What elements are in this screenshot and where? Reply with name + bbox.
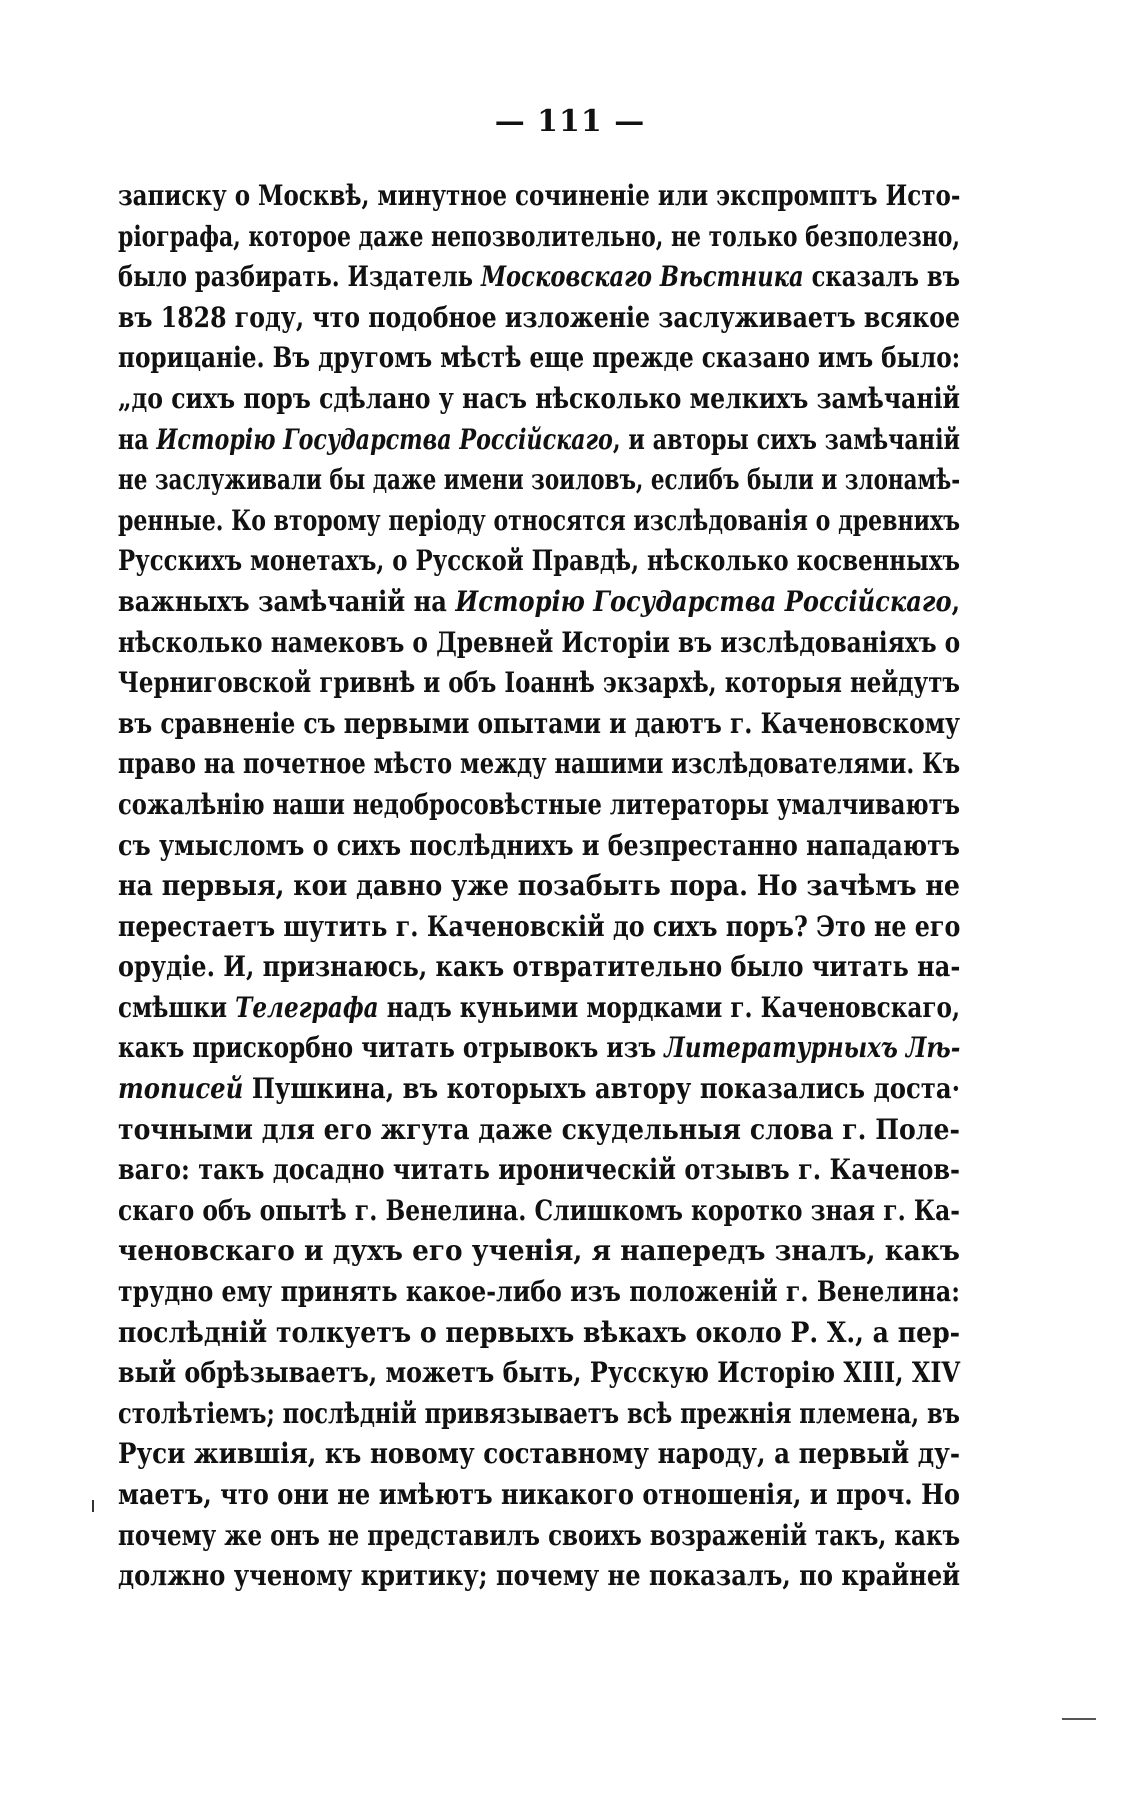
text-segment: въ 1828 году, что подобное изложеніе заслуживаетъ всякое bbox=[118, 300, 960, 334]
text-line bbox=[118, 785, 960, 826]
text-segment: столѣтіемъ; послѣдній привязываетъ всѣ прежнія племена, въ bbox=[118, 1396, 960, 1430]
text-line bbox=[118, 501, 960, 542]
text-line bbox=[118, 744, 960, 785]
text-segment: порицаніе. Въ другомъ мѣстѣ еще прежде сказано имъ было: bbox=[118, 341, 961, 375]
corner-dash bbox=[1062, 1718, 1096, 1720]
text-segment: маетъ, что они не имѣютъ никакого отношенія, и проч. Но bbox=[118, 1478, 960, 1511]
text-segment: Пушкина, въ которыхъ автору показались доста· bbox=[243, 1072, 961, 1106]
text-line bbox=[118, 1110, 960, 1151]
text-segment: послѣдній толкуетъ о первыхъ вѣкахъ около Р. Х., а пер- bbox=[118, 1315, 961, 1349]
text-segment: надъ куньими мордками г. Каченовскаго, bbox=[378, 990, 961, 1024]
text-segment: скаго объ опытѣ г. Венелина. Слишкомъ коротко зная г. Ка- bbox=[118, 1193, 960, 1227]
text-segment: „до сихъ поръ сдѣлано у насъ нѣсколько мелкихъ замѣчаній bbox=[118, 381, 960, 415]
text-line bbox=[118, 947, 960, 988]
page-number: — 111 — bbox=[494, 104, 646, 139]
text-segment: ренные. Ко второму періоду относятся изслѣдованія о древнихъ bbox=[118, 503, 960, 537]
text-line bbox=[118, 623, 960, 664]
text-line bbox=[118, 1272, 960, 1313]
italic-title: Исторію Государства Россійскаго bbox=[156, 422, 613, 456]
text-line bbox=[118, 866, 960, 907]
text-segment: орудіе. И, признаюсь, какъ отвратительно было читать на- bbox=[118, 950, 961, 984]
text-segment: должно ученому критику; почему не показалъ, по крайней bbox=[118, 1559, 961, 1593]
text-segment: право на почетное мѣсто между нашими изслѣдователями. Къ bbox=[118, 747, 961, 781]
text-line bbox=[118, 298, 960, 339]
margin-mark bbox=[92, 1500, 94, 1512]
text-segment: важныхъ замѣчаній на bbox=[118, 584, 456, 618]
text-line bbox=[118, 1475, 960, 1516]
text-line bbox=[118, 257, 960, 298]
text-segment: почему же онъ не представилъ своихъ возраженій такъ, какъ bbox=[118, 1518, 961, 1552]
text-line bbox=[118, 1434, 960, 1475]
text-line bbox=[118, 217, 960, 258]
text-line bbox=[118, 1191, 960, 1232]
text-segment: Русскихъ монетахъ, о Русской Правдѣ, нѣсколько косвенныхъ bbox=[118, 544, 960, 578]
text-line bbox=[118, 1353, 960, 1394]
text-segment: , bbox=[951, 584, 960, 618]
text-line bbox=[118, 1231, 960, 1272]
text-segment: было разбирать. Издатель bbox=[118, 260, 481, 294]
text-segment: Черниговской гривнѣ и объ Іоаннѣ экзархѣ, которыя нейдутъ bbox=[118, 666, 960, 700]
text-segment: перестаетъ шутить г. Каченовскій до сихъ поръ? Это не его bbox=[118, 909, 961, 943]
text-line bbox=[118, 826, 960, 867]
text-segment: Руси жившія, къ новому составному народу, а первый ду- bbox=[118, 1437, 960, 1471]
text-segment: на первыя, кои давно уже позабыть пора. Но зачѣмъ не bbox=[118, 869, 960, 903]
italic-title: Исторію Государства Россійскаго bbox=[455, 584, 952, 618]
text-segment: ченовскаго и духъ его ученія, я напередъ зналъ, какъ bbox=[118, 1234, 960, 1268]
text-line bbox=[118, 704, 960, 745]
text-line bbox=[118, 1028, 960, 1069]
text-line bbox=[118, 1394, 960, 1435]
italic-title: Литературныхъ Лѣ- bbox=[664, 1031, 961, 1065]
text-segment: вый обрѣзываетъ, можетъ быть, Русскую Исторію XIII, XIV bbox=[118, 1356, 960, 1390]
text-segment: сказалъ въ bbox=[803, 260, 961, 294]
italic-title: тописей bbox=[118, 1072, 244, 1106]
body-text bbox=[118, 176, 960, 1597]
text-segment: записку о Москвѣ, минутное сочиненіе или экспромптъ Исто- bbox=[118, 179, 961, 212]
text-segment: точными для его жгута даже скудельныя слова г. Поле- bbox=[118, 1112, 960, 1146]
text-line bbox=[118, 907, 960, 948]
text-line bbox=[118, 460, 960, 501]
text-segment: ріографа, которое даже непозволительно, не только безполезно, bbox=[118, 219, 960, 253]
text-line bbox=[118, 582, 960, 623]
text-segment: въ сравненіе съ первыми опытами и даютъ г. Каченовскому bbox=[118, 706, 960, 740]
text-line bbox=[118, 338, 960, 379]
text-line bbox=[118, 1150, 960, 1191]
text-line bbox=[118, 1069, 960, 1110]
text-segment: не заслуживали бы даже имени зоиловъ, еслибъ были и злонамѣ- bbox=[118, 463, 961, 497]
text-line bbox=[118, 176, 960, 217]
text-line bbox=[118, 1516, 960, 1557]
italic-title: Телеграфа bbox=[235, 990, 379, 1024]
text-segment: нѣсколько намековъ о Древней Исторіи въ изслѣдованіяхъ о bbox=[118, 625, 961, 659]
text-line bbox=[118, 1556, 960, 1597]
text-line bbox=[118, 379, 960, 420]
text-line bbox=[118, 541, 960, 582]
text-segment: на bbox=[118, 422, 157, 456]
text-segment: съ умысломъ о сихъ послѣднихъ и безпрестанно нападаютъ bbox=[118, 828, 960, 862]
text-line bbox=[118, 663, 960, 704]
text-line bbox=[118, 420, 960, 461]
text-line bbox=[118, 1313, 960, 1354]
italic-title: Московскаго Вѣстника bbox=[480, 260, 804, 294]
text-segment: , и авторы сихъ замѣчаній bbox=[612, 422, 960, 456]
text-segment: ваго: такъ досадно читать ироническій отзывъ г. Каченов- bbox=[118, 1153, 960, 1187]
text-segment: сожалѣнію наши недобросовѣстные литераторы умалчиваютъ bbox=[118, 787, 960, 821]
text-segment: какъ прискорбно читать отрывокъ изъ bbox=[118, 1031, 665, 1065]
text-segment: смѣшки bbox=[118, 990, 236, 1024]
text-segment: трудно ему принять какое-либо изъ положеній г. Венелина: bbox=[118, 1275, 960, 1309]
text-line bbox=[118, 988, 960, 1029]
